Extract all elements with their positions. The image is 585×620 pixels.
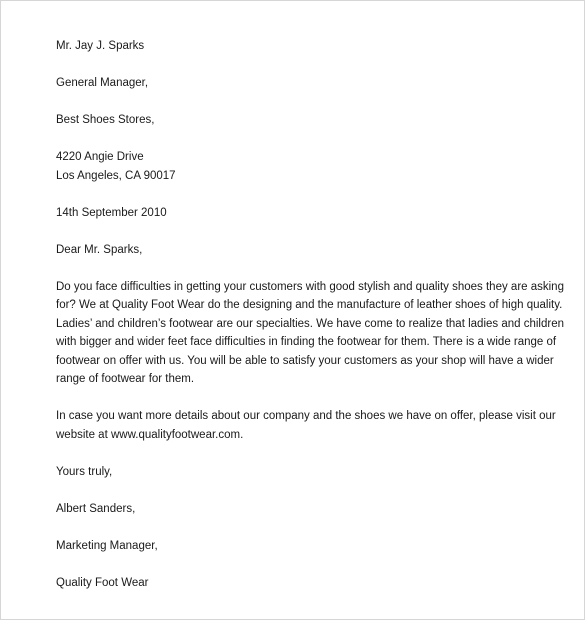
letter-body [56,37,564,592]
sender-name: Albert Sanders, [56,502,136,515]
paragraph-line: In case you want more details about our company and the shoes we have on offer, please visit our [56,410,556,422]
sender-company: Quality Foot Wear [56,576,149,589]
salutation: Dear Mr. Sparks, [56,243,143,256]
spacer [56,389,536,408]
spacer [56,259,536,278]
spacer [56,130,536,149]
paragraph-line: range of footwear for them. [56,373,195,385]
paragraph-line: for? We at Quality Foot Wear do the designing and the manufacture of leather shoes of high quality. [56,299,563,311]
recipient-address-line2: Los Angeles, CA 90017 [56,169,176,182]
spacer [56,56,536,75]
paragraph-line: website at www.qualityfootwear.com. [56,428,244,441]
spacer [56,555,536,574]
paragraph-line: Do you face difficulties in getting your customers with good stylish and quality shoes they are asking [56,280,564,293]
recipient-title: General Manager, [56,77,149,89]
spacer [56,93,536,112]
paragraph-line: footwear on offer with us. You will be able to satisfy your customers as your shop will have a wider [56,354,554,367]
letter-date: 14th September 2010 [56,206,167,219]
spacer [56,222,536,241]
body-paragraph-2 [56,407,556,444]
sender-title: Marketing Manager, [56,539,158,552]
paragraph-line: Ladies’ and children’s footwear are our specialties. We have come to realize that ladies and children [56,317,564,330]
spacer [56,518,536,537]
paragraph-line: with bigger and wider feet face difficulties in finding the footwear for them. There is a wide range of [56,336,557,348]
spacer [56,444,536,463]
recipient-address-line1: 4220 Angie Drive [56,151,144,163]
spacer [56,481,536,500]
body-paragraph-1 [56,278,564,389]
spacer [56,185,536,204]
recipient-company: Best Shoes Stores, [56,114,155,126]
recipient-name: Mr. Jay J. Sparks [56,40,145,52]
closing: Yours truly, [56,465,113,478]
